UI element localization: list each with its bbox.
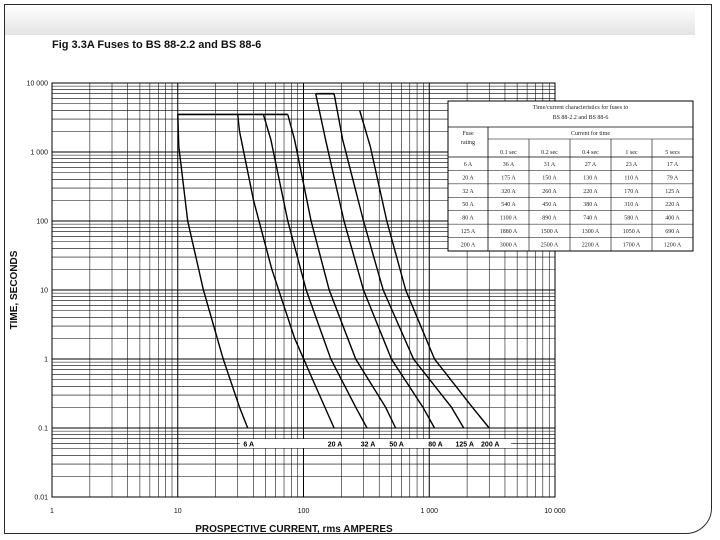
table-cell: 23 A: [625, 161, 638, 168]
table-cell: 17 A: [666, 161, 679, 168]
y-tick-label: 100: [36, 218, 48, 226]
table-cell: 3000 A: [499, 242, 518, 249]
table-cell: 540 A: [501, 202, 516, 209]
x-axis-title: PROSPECTIVE CURRENT, rms AMPERES: [195, 524, 393, 535]
x-tick-label: 10 000: [544, 508, 566, 515]
fuse-curve-6a: [178, 115, 248, 429]
y-tick-label: 10 000: [26, 80, 48, 88]
table-cell: 27 A: [584, 161, 597, 168]
curve-label: 50 A: [389, 441, 404, 449]
table-title: Time/current characteristics for fuses to: [532, 105, 629, 111]
y-axis-title: TIME, SECONDS: [9, 250, 20, 330]
table-cell: 890 A: [542, 215, 557, 222]
characteristics-table: [448, 101, 693, 251]
table-fuse-rating: 32 A: [462, 188, 474, 195]
table-cell: 150 A: [542, 175, 557, 182]
y-axis-ticks: [27, 81, 49, 502]
table-cell: 220 A: [665, 202, 680, 209]
table-header-group: Current for time: [571, 131, 610, 137]
fuse-curve-20a: [238, 115, 334, 429]
table-cell: 110 A: [624, 175, 639, 182]
curve-label: 80 A: [428, 441, 443, 449]
table-frame: [448, 101, 693, 251]
table-cell: 36 A: [502, 161, 515, 168]
fuse-curves: [178, 94, 489, 428]
curve-label: 6 A: [243, 441, 255, 449]
table-cell: 1300 A: [581, 229, 600, 236]
table-fuse-rating: 125 A: [460, 229, 476, 236]
curve-label: 125 A: [455, 441, 474, 449]
table-cell: 79 A: [666, 175, 679, 182]
table-cell: 690 A: [665, 229, 680, 236]
table-fuse-rating: 50 A: [462, 202, 474, 209]
y-tick-label: 1: [44, 356, 48, 364]
x-tick-label: 1 000: [420, 508, 439, 515]
table-cell: 125 A: [665, 188, 680, 195]
table-cell: 175 A: [501, 175, 516, 182]
curve-label: 32 A: [360, 441, 376, 449]
table-cell: 380 A: [583, 202, 598, 209]
table-column-header: 1 sec: [625, 150, 638, 156]
y-tick-label: 0.1: [38, 425, 48, 433]
table-cell: 1700 A: [622, 242, 641, 249]
y-tick-label: 0.01: [34, 494, 48, 502]
table-cell: 2500 A: [540, 242, 559, 249]
table-cell: 1880 A: [499, 229, 518, 236]
table-cell: 310 A: [624, 202, 639, 209]
table-column-header: 5 secs: [665, 150, 680, 156]
fuse-curve-32a: [263, 115, 367, 429]
curve-label: 200 A: [481, 441, 500, 449]
y-tick-label: 1 000: [30, 149, 48, 157]
x-axis-ticks: [50, 508, 566, 515]
x-tick-label: 10: [173, 508, 182, 515]
table-cell: 450 A: [542, 202, 557, 209]
table-cell: 220 A: [583, 188, 598, 195]
table-fuse-rating: 200 A: [460, 242, 476, 249]
table-title: BS 88-2.2 and BS 88-6: [552, 115, 609, 121]
curve-label: 20 A: [327, 441, 343, 449]
table-column-header: 0.4 sec: [582, 150, 599, 156]
table-fuse-rating: 80 A: [462, 215, 474, 222]
table-header-fuse-rating: rating: [461, 140, 475, 146]
table-cell: 260 A: [542, 188, 557, 195]
x-tick-label: 100: [297, 508, 310, 515]
table-cell: 1200 A: [663, 242, 682, 249]
table-cell: 2200 A: [581, 242, 600, 249]
table-cell: 1500 A: [540, 229, 559, 236]
table-cell: 1050 A: [622, 229, 641, 236]
y-tick-label: 10: [40, 287, 48, 295]
table-header-fuse-rating: Fuse: [462, 131, 474, 137]
curve-labels: [240, 439, 512, 449]
table-cell: 400 A: [665, 215, 680, 222]
table-cell: 740 A: [583, 215, 598, 222]
table-fuse-rating: 20 A: [462, 175, 474, 182]
table-cell: 130 A: [583, 175, 598, 182]
figure-title: Fig 3.3A Fuses to BS 88-2.2 and BS 88-6: [52, 39, 262, 51]
table-cell: 170 A: [624, 188, 639, 195]
fuse-curve-125a: [334, 94, 464, 428]
table-cell: 31 A: [543, 161, 556, 168]
table-cell: 320 A: [501, 188, 516, 195]
x-tick-label: 1: [50, 508, 54, 515]
table-cell: 1100 A: [499, 215, 518, 222]
table-column-header: 0.1 sec: [500, 150, 517, 156]
table-column-header: 0.2 sec: [541, 150, 558, 156]
table-cell: 580 A: [624, 215, 639, 222]
table-fuse-rating: 6 A: [463, 161, 473, 168]
